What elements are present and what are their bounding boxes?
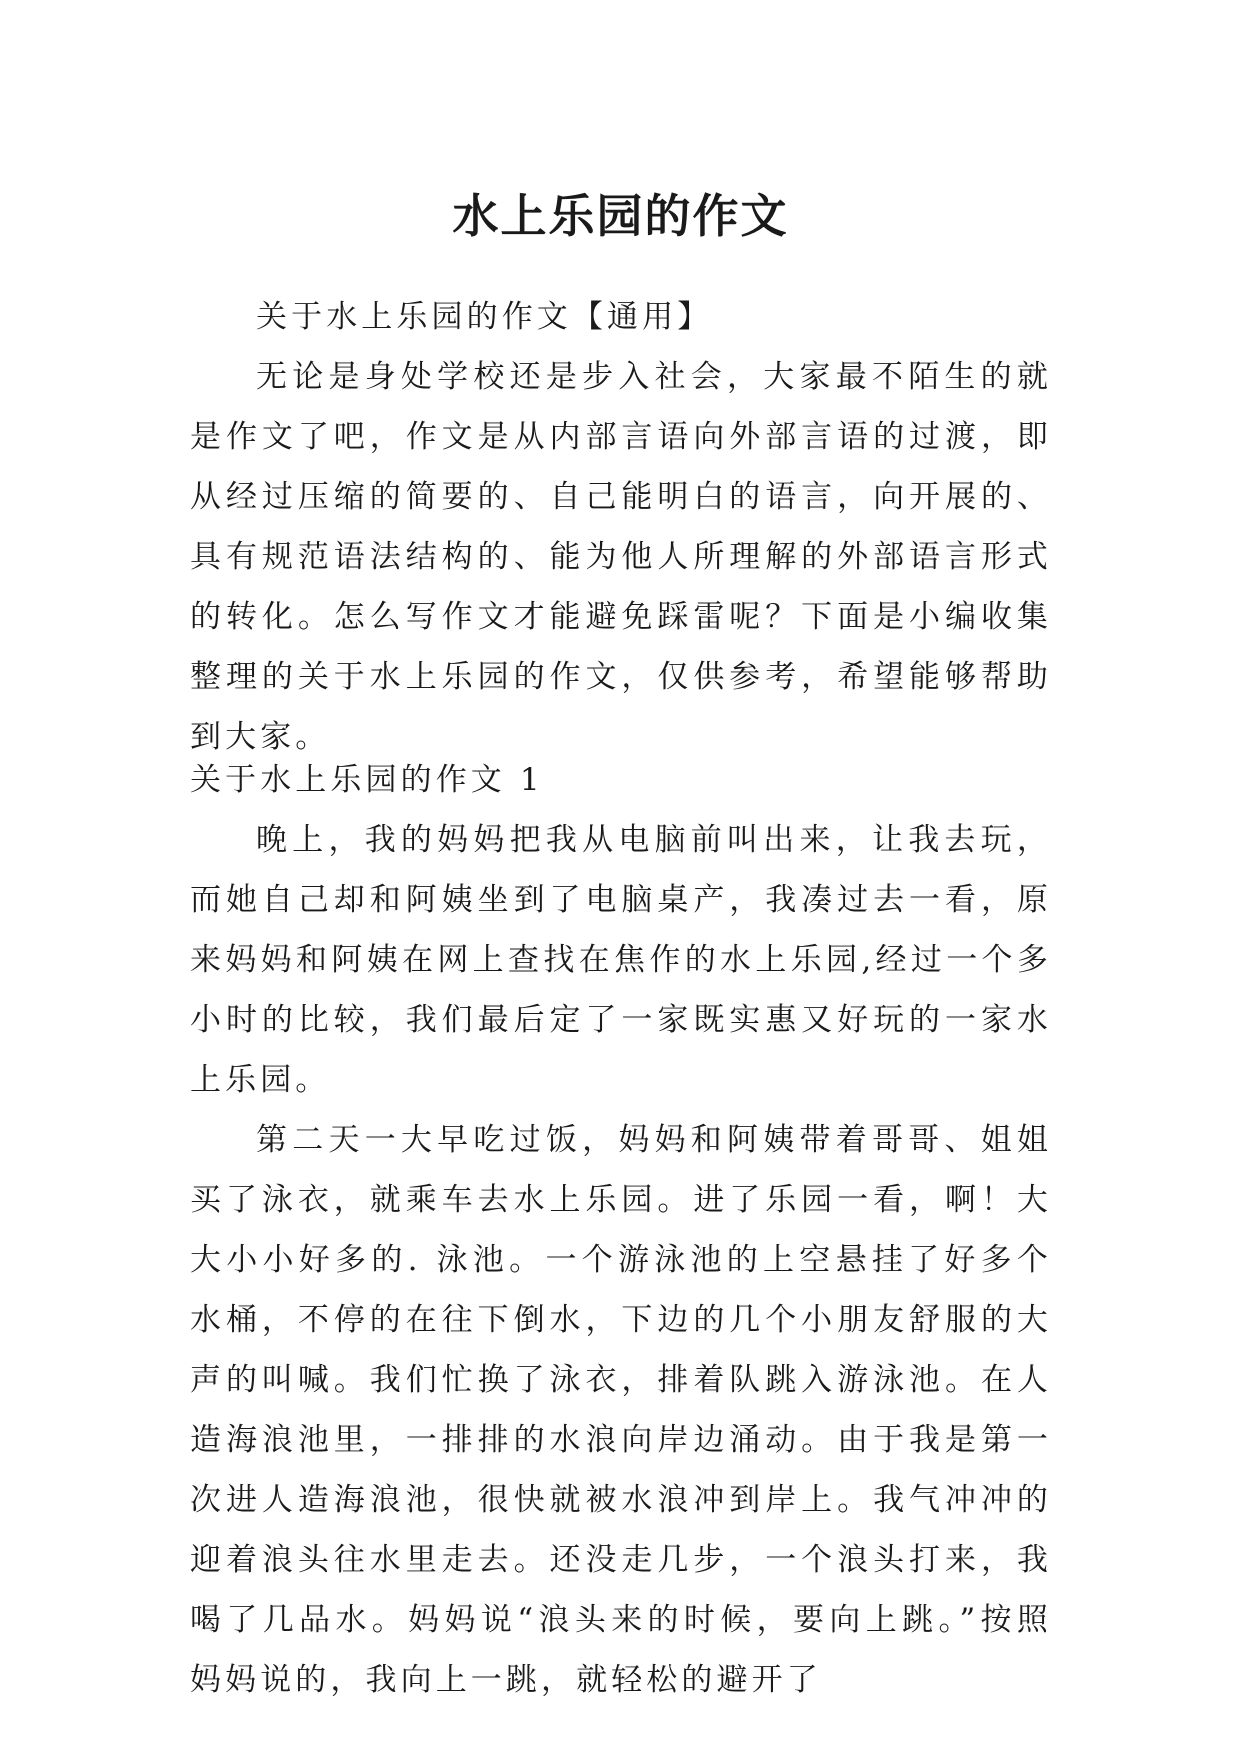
intro-section [190, 287, 1052, 767]
essay-1-section [190, 750, 1052, 1710]
essay-1-heading: 关于水上乐园的作文 1 [190, 762, 544, 798]
essay-1-paragraph: 第二天一大早吃过饭，妈妈和阿姨带着哥哥、姐姐买了泳衣，就乘车去水上乐园。进了乐园一看，啊！大大小小好多的. 泳池。一个游泳池的上空悬挂了好多个水桶，不停的在往下倒水，下边的几个小朋友舒服的大声的叫喊。我们忙换了泳衣，排着队跳入游泳池。在人造海浪池里，一排排的水浪向岸边涌动。由于我是第一次进人造海浪池，很快就被水浪冲到岸上。我气冲冲的迎着浪头往水里走去。还没走几步，一个浪头打来，我喝了几品水。妈妈说“浪头来的时候，要向上跳。”按照妈妈说的，我向上一跳，就轻松的避开了 [190, 1122, 1052, 1698]
intro-paragraph: 无论是身处学校还是步入社会，大家最不陌生的就是作文了吧，作文是从内部言语向外部言语的过渡，即从经过压缩的简要的、自己能明白的语言，向开展的、具有规范语法结构的、能为他人所理解的外部语言形式的转化。怎么写作文才能避免踩雷呢？下面是小编收集整理的关于水上乐园的作文，仅供参考，希望能够帮助到大家。 [190, 359, 1052, 755]
document-title: 水上乐园的作文 [452, 188, 789, 243]
essay-1-paragraph: 晚上，我的妈妈把我从电脑前叫出来，让我去玩，而她自己却和阿姨坐到了电脑桌产，我凑过去一看，原来妈妈和阿姨在网上查找在焦作的水上乐园,经过一个多小时的比较，我们最后定了一家既实惠又好玩的一家水上乐园。 [190, 822, 1052, 1098]
intro-subtitle: 关于水上乐园的作文【通用】 [256, 299, 713, 335]
